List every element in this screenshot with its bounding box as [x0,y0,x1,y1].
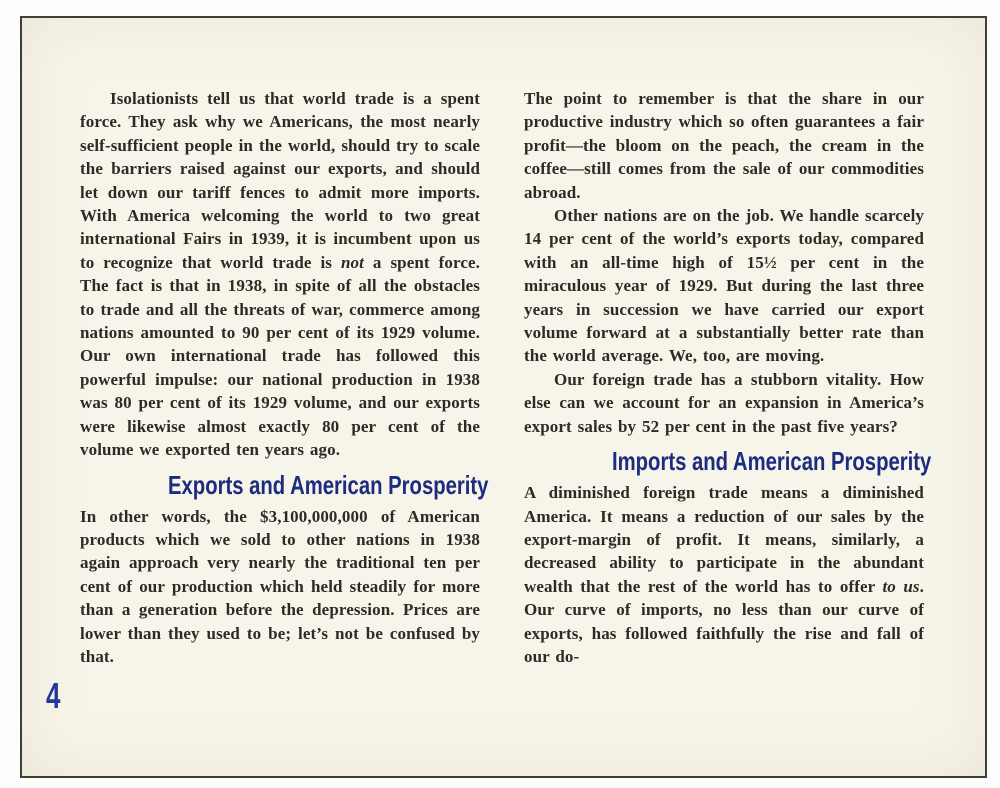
section-heading-imports: Imports and American Prosperity [612,446,932,477]
right-column [524,87,932,668]
paragraph: Isolationists tell us that world trade is a spent force. They ask why we Americans, the most nearly self-sufficient people in the world, should try to scale the barriers raised against our exports, and should let down our tariff fences to admit more imports. With America welcoming the world to two great international Fairs in 1939, it is incumbent upon us to recognize that world trade is not a spent force. The fact is that in 1938, in spite of all the obstacles to trade and all the threats of war, commerce among nations amounted to 90 per cent of its 1929 volume. Our own international trade has followed this powerful impulse: our national production in 1938 was 80 per cent of its 1929 volume, and our exports were likewise almost exactly 80 per cent of the volume we exported ten years ago. [80,89,480,460]
paragraph: Other nations are on the job. We handle scarcely 14 per cent of the world’s exports today, compared with an all-time high of 15½ per cent in the miraculous year of 1929. But during the last three years in succession we have carried our export volume forward at a substantially better rate than the world average. We, too, are moving. [524,206,924,366]
paragraph: Our foreign trade has a stubborn vitality. How else can we account for an expansion in America’s export sales by 52 per cent in the past five years? [524,369,924,436]
page-number: 4 [46,675,61,716]
section-heading-exports: Exports and American Prosperity [168,469,489,500]
scanned-page [20,16,987,778]
paragraph: In other words, the $3,100,000,000 of American products which we sold to other nations in 1938 again approach very nearly the traditional ten per cent of our production which held steadily for more than a generation before the depression. Prices are lower than they used to be; let’s not be confused by that. [80,506,480,666]
paragraph: A diminished foreign trade means a diminished America. It means a reduction of our sales by the export-margin of profit. It means, similarly, a decreased ability to participate in the abundant wealth that the rest of the world has to offer to us. Our curve of imports, no less than our curve of exports, has followed faithfully the rise and fall of our do- [524,483,924,666]
paragraph: The point to remember is that the share in our productive industry which so often guarantees a fair profit—the bloom on the peach, the cream in the coffee—still comes from the sale of our commodities abroad. [524,89,924,202]
left-column [80,87,489,668]
